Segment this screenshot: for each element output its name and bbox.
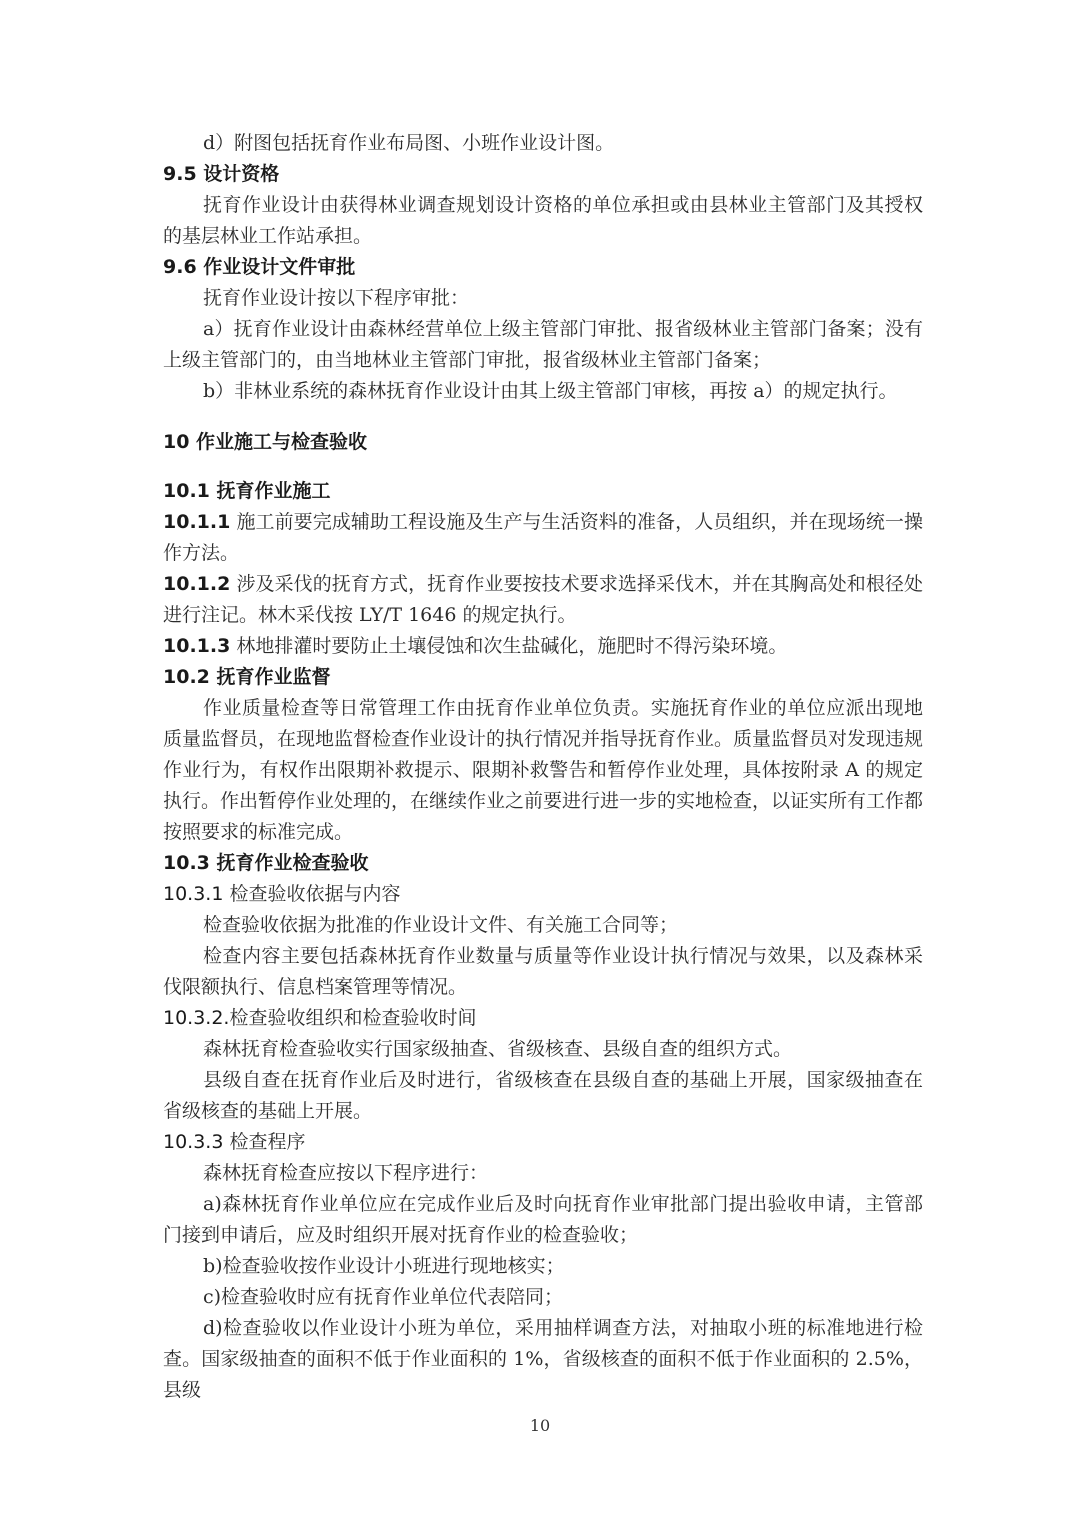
section-10-3-2: [163, 1003, 923, 1034]
section-10-3-1-basis: 检查验收依据为批准的作业设计文件、有关施工合同等；: [203, 914, 679, 936]
page-number: 10: [529, 1416, 551, 1435]
section-10-3-2-timing: 县级自查在抚育作业后及时进行，省级核查在县级自查的基础上开展，国家级抽查在省级核查的基础上开展。: [163, 1069, 923, 1122]
section-10-2-text: 作业质量检查等日常管理工作由抚育作业单位负责。实施抚育作业的单位应派出现地质量监督员，在现地监督检查作业设计的执行情况并指导抚育作业。质量监督员对发现违规作业行为，有权作出限期补救提示、限期补救警告和暂停作业处理，具体按附录 A 的规定执行。作出暂停作业处理的，在继续作业之前要进行进一步的实地检查，以证实所有工作都按照要求的标准完成。: [163, 697, 924, 843]
section-10-3-2-organization: 森林抚育检查验收实行国家级抽查、省级核查、县级自查的组织方式。: [203, 1038, 793, 1060]
section-10-3-3-item-a: a)森林抚育作业单位应在完成作业后及时向抚育作业审批部门提出验收申请，主管部门接到申请后，应及时组织开展对抚育作业的检查验收；: [163, 1193, 923, 1246]
section-10-1-3: [163, 631, 923, 662]
section-10-1-3-number: 10.1.3: [163, 635, 231, 657]
section-10-3-3-text: 检查程序: [223, 1131, 306, 1153]
section-10-3-3-number: 10.3.3: [163, 1131, 224, 1153]
section-10-3-3-item-c: c)检查验收时应有抚育作业单位代表陪同；: [203, 1286, 564, 1308]
section-10-3-1-text: 检查验收依据与内容: [223, 883, 401, 905]
section-10-3-1-number: 10.3.1: [163, 883, 224, 905]
section-10-1-2: [163, 569, 923, 631]
section-10-3-3: [163, 1127, 923, 1158]
section-10-title: 10 作业施工与检查验收: [163, 431, 368, 453]
section-9-6-item-a: a）抚育作业设计由森林经营单位上级主管部门审批、报省级林业主管部门备案；没有上级主管部门的，由当地林业主管部门审批，报省级林业主管部门备案；: [163, 318, 923, 371]
section-10-1-1-number: 10.1.1: [163, 511, 231, 533]
section-10-3-2-text: 检查验收组织和检查验收时间: [229, 1007, 477, 1029]
item-d-attachments: d）附图包括抚育作业布局图、小班作业设计图。: [203, 132, 615, 154]
section-9-6-intro: 抚育作业设计按以下程序审批：: [203, 287, 470, 309]
section-10-3-1-content: 检查内容主要包括森林抚育作业数量与质量等作业设计执行情况与效果，以及森林采伐限额执行、信息档案管理等情况。: [163, 945, 923, 998]
section-10-3-3-item-d: d)检查验收以作业设计小班为单位，采用抽样调查方法，对抽取小班的标准地进行检查。国家级抽查的面积不低于作业面积的 1%，省级核查的面积不低于作业面积的 2.5%，县级: [163, 1317, 923, 1401]
section-9-5-title: 9.5 设计资格: [163, 163, 280, 185]
section-9-6-title: 9.6 作业设计文件审批: [163, 256, 356, 278]
page-body: [163, 128, 923, 1406]
section-9-6-item-b: b）非林业系统的森林抚育作业设计由其上级主管部门审核，再按 a）的规定执行。: [203, 380, 898, 402]
section-10-3-3-item-b: b)检查验收按作业设计小班进行现地核实；: [203, 1255, 565, 1277]
section-10-3-2-number: 10.3.2.: [163, 1007, 230, 1029]
section-10-1-1: [163, 507, 923, 569]
section-9-5-text: 抚育作业设计由获得林业调查规划设计资格的单位承担或由县林业主管部门及其授权的基层林业工作站承担。: [163, 194, 923, 247]
section-10-3-title: 10.3 抚育作业检查验收: [163, 852, 369, 874]
section-10-1-2-number: 10.1.2: [163, 573, 231, 595]
section-10-1-2-text: 涉及采伐的抚育方式，抚育作业要按技术要求选择采伐木，并在其胸高处和根径处进行注记。林木采伐按 LY/T 1646 的规定执行。: [163, 573, 923, 626]
section-10-2-title: 10.2 抚育作业监督: [163, 666, 331, 688]
section-10-3-1: [163, 879, 923, 910]
section-10-3-3-intro: 森林抚育检查应按以下程序进行：: [203, 1162, 489, 1184]
section-10-1-1-text: 施工前要完成辅助工程设施及生产与生活资料的准备，人员组织，并在现场统一操作方法。: [163, 511, 923, 564]
section-10-1-3-text: 林地排灌时要防止土壤侵蚀和次生盐碱化，施肥时不得污染环境。: [230, 635, 788, 657]
section-10-1-title: 10.1 抚育作业施工: [163, 480, 331, 502]
